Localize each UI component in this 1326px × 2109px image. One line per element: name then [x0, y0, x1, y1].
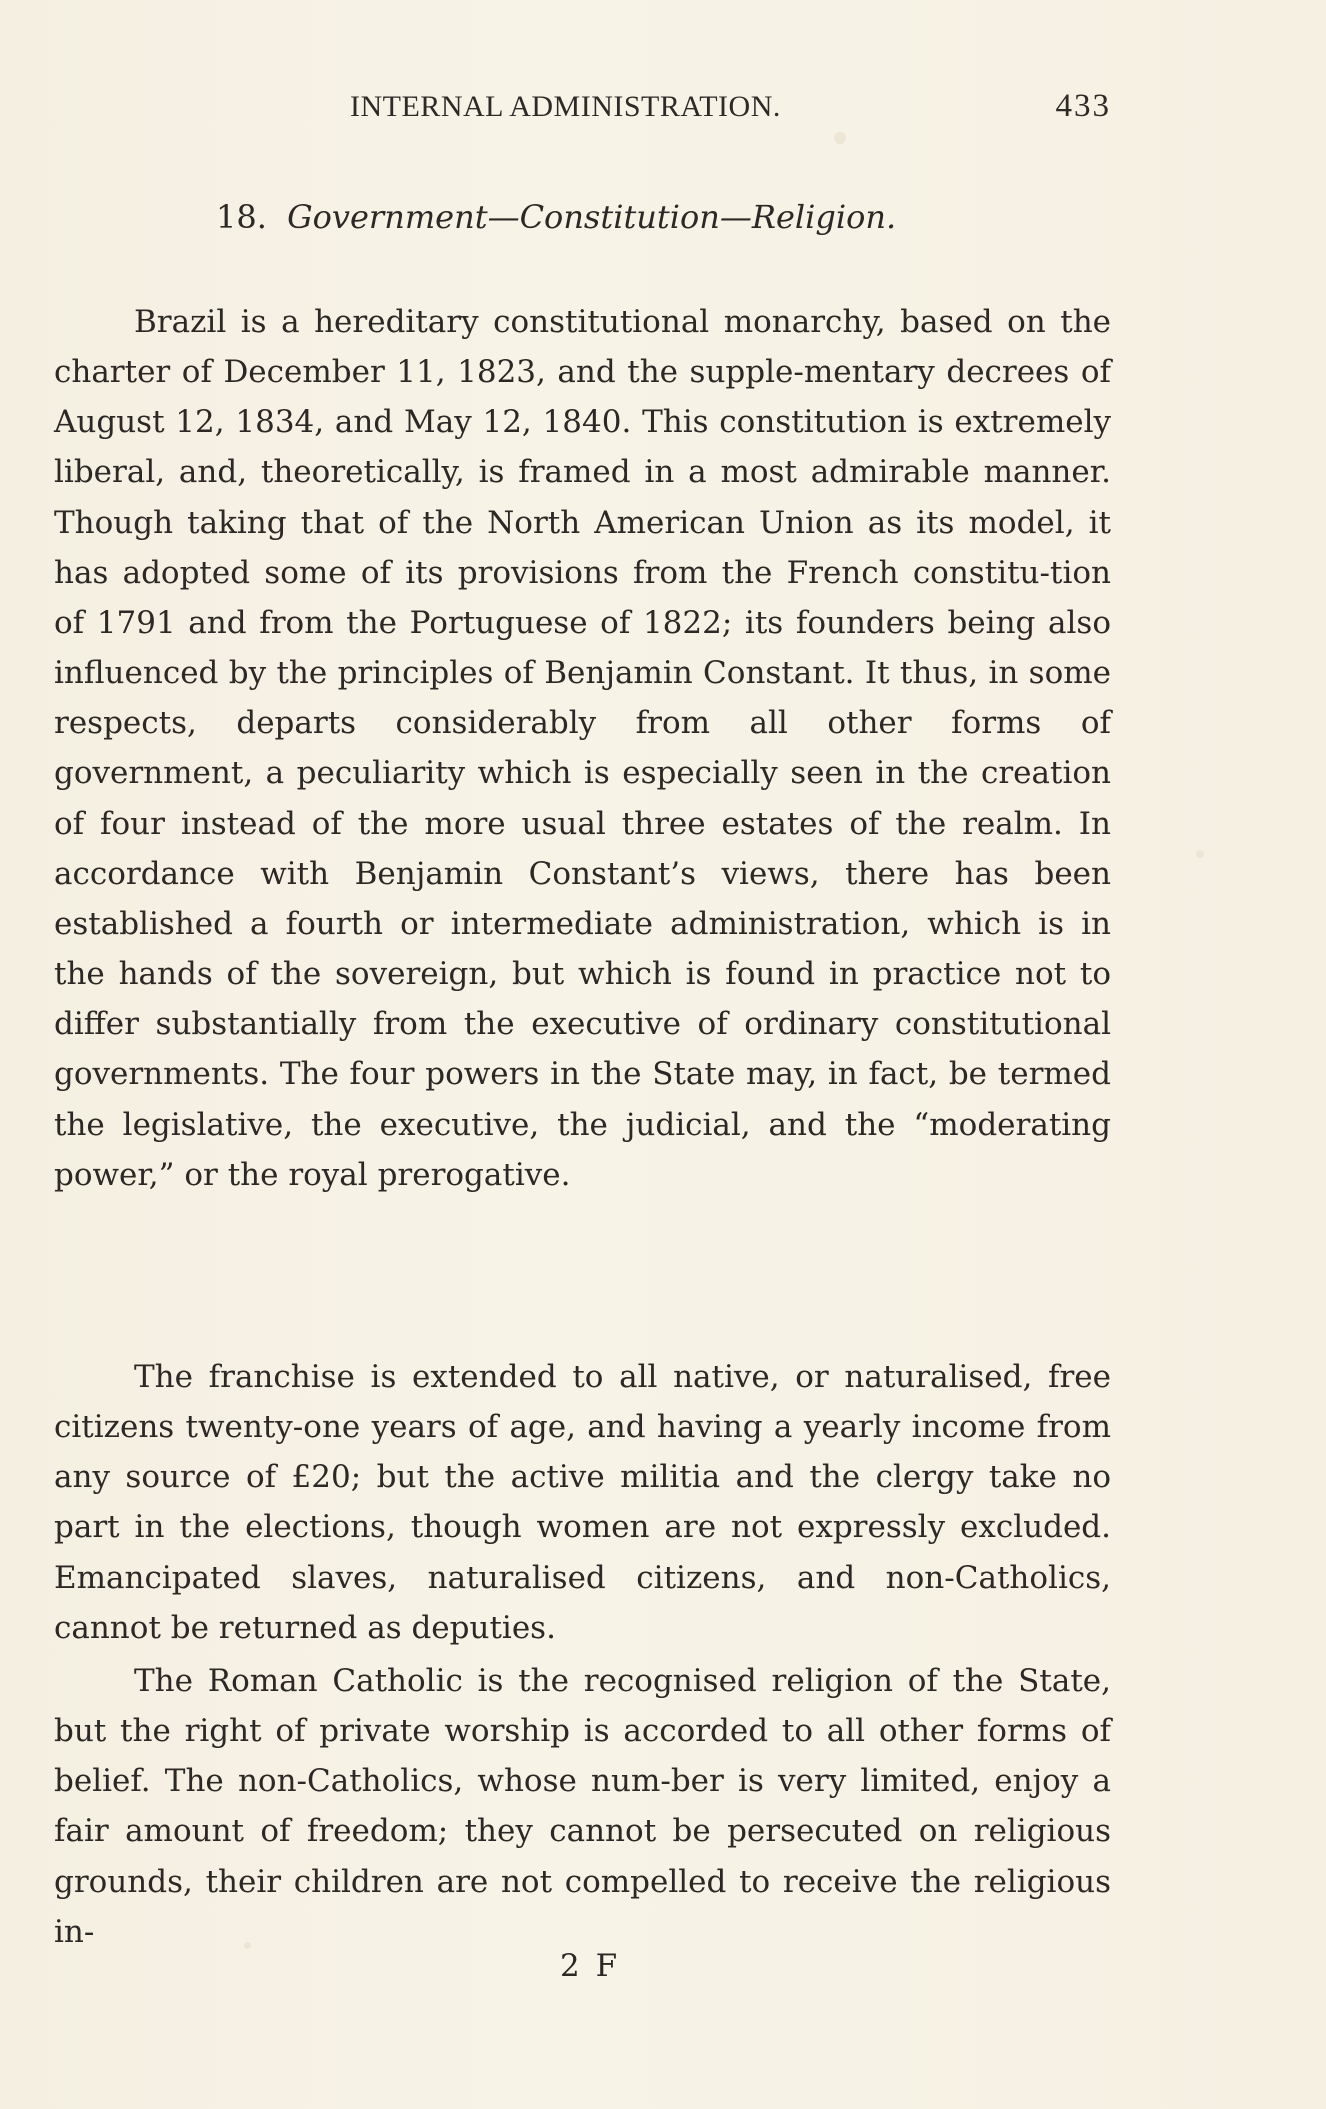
running-title: INTERNAL ADMINISTRATION. [350, 90, 781, 123]
paragraph-franchise: The franchise is extended to all native, or naturalised, free citizens twenty-one years of age, and having a yearly income from any source of £20; but the active militia and the clergy take no part in the elections, though women are not expressly excluded. Emancipated slaves, naturalised citizens, and non-Catholics, cannot be returned as deputies. [54, 1359, 1111, 1646]
section-number: 18. [216, 198, 267, 236]
page-number: 433 [1055, 88, 1111, 124]
paragraph-constitution: Brazil is a hereditary constitutional monarchy, based on the charter of December 11, 1823, and the supple-mentary decrees of August 12, 1834, and May 12, 1840. This constitution is extremely liberal, and, theoretically, is framed in a most admirable manner. Though taking that of the North American Union as its model, it has adopted some of its provisions from the French constitu-tion of 1791 and from the Portuguese of 1822; its founders being also influenced by the principles of Benjamin Constant. It thus, in some respects, departs considerably from all other forms of government, a peculiarity which is especially seen in the creation of four instead of the more usual three estates of the realm. In accordance with Benjamin Constant’s views, there has been established a fourth or intermediate administration, which is in the hands of the sovereign, but which is found in practice not to differ substantially from the executive of ordinary constitutional governments. The four powers in the State may, in fact, be termed the legislative, the executive, the judicial, and the “moderating power,” or the royal prerogative. [54, 304, 1111, 1193]
signature-mark: 2 F [560, 1948, 621, 1984]
section-title: Government—Constitution—Religion. [287, 198, 897, 236]
running-head [54, 90, 1111, 130]
section-heading [216, 198, 896, 236]
paper-spot [1196, 850, 1204, 858]
paper-spot [834, 132, 846, 144]
paragraph-religion: The Roman Catholic is the recognised religion of the State, but the right of private worship is accorded to all other forms of belief. The non-Catholics, whose num-ber is very limited, enjoy a fair amount of freedom; they cannot be persecuted on religious grounds, their children are not compelled to receive the religious in- [54, 1663, 1111, 1950]
